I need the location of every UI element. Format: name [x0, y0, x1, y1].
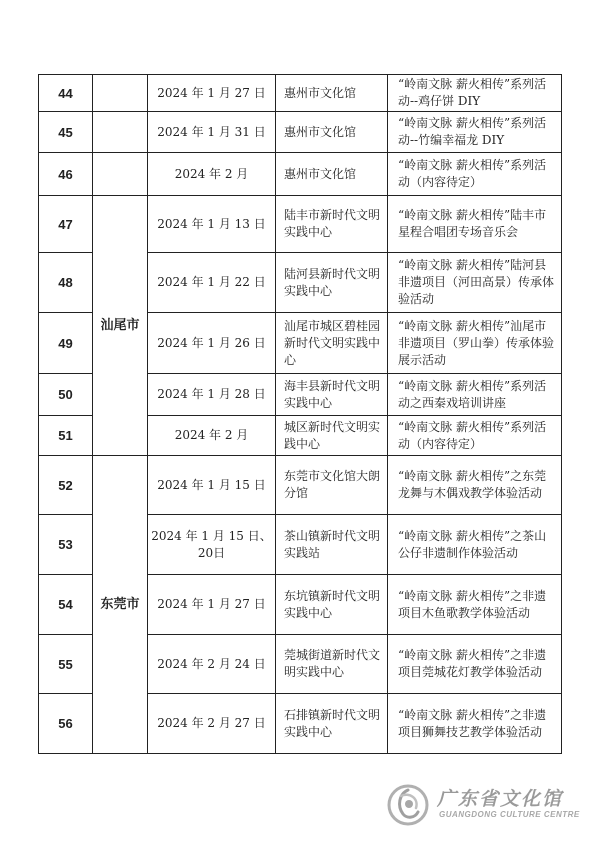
event-date: 2024 年 2 月	[148, 416, 276, 456]
row-number: 54	[39, 575, 93, 635]
event-date: 2024 年 1 月 22 日	[148, 253, 276, 313]
event-activity: “岭南文脉 薪火相传”系列活动（内容待定）	[388, 416, 562, 456]
row-number: 45	[39, 112, 93, 153]
row-number: 55	[39, 635, 93, 694]
event-date: 2024 年 2 月	[148, 153, 276, 196]
table-row	[39, 153, 562, 196]
event-date: 2024 年 1 月 28 日	[148, 374, 276, 416]
table-row	[39, 75, 562, 112]
event-date: 2024 年 1 月 26 日	[148, 313, 276, 374]
event-venue: 东莞市文化馆大朗分馆	[276, 456, 388, 515]
event-activity: “岭南文脉 薪火相传”之茶山公仔非遗制作体验活动	[388, 515, 562, 575]
city-cell-huizhou-continued	[93, 75, 148, 112]
event-date: 2024 年 1 月 15 日	[148, 456, 276, 515]
event-venue: 石排镇新时代文明实践中心	[276, 694, 388, 754]
event-venue: 茶山镇新时代文明实践站	[276, 515, 388, 575]
event-venue: 惠州市文化馆	[276, 112, 388, 153]
event-date: 2024 年 1 月 15 日、20日	[148, 515, 276, 575]
table-row	[39, 456, 562, 515]
culture-centre-logo	[385, 780, 585, 830]
event-date: 2024 年 1 月 31 日	[148, 112, 276, 153]
event-date: 2024 年 1 月 13 日	[148, 196, 276, 253]
city-cell-empty	[93, 153, 148, 196]
event-venue: 惠州市文化馆	[276, 75, 388, 112]
event-activity: “岭南文脉 薪火相传”之非遗项目木鱼歌教学体验活动	[388, 575, 562, 635]
culture-centre-logo-icon	[385, 782, 431, 828]
event-venue: 汕尾市城区碧桂园新时代文明实践中心	[276, 313, 388, 374]
event-date: 2024 年 1 月 27 日	[148, 75, 276, 112]
table-row	[39, 196, 562, 253]
city-cell-empty	[93, 112, 148, 153]
city-cell-dongguan: 东莞市	[93, 456, 148, 754]
event-activity: “岭南文脉 薪火相传”之东莞龙舞与木偶戏教学体验活动	[388, 456, 562, 515]
logo-chinese-name: 广东省文化馆	[437, 788, 564, 810]
event-activity: “岭南文脉 薪火相传”之非遗项目莞城花灯教学体验活动	[388, 635, 562, 694]
event-venue: 陆丰市新时代文明实践中心	[276, 196, 388, 253]
event-date: 2024 年 2 月 27 日	[148, 694, 276, 754]
row-number: 53	[39, 515, 93, 575]
event-activity: “岭南文脉 薪火相传”汕尾市非遗项目（罗山拳）传承体验展示活动	[388, 313, 562, 374]
row-number: 49	[39, 313, 93, 374]
event-venue: 陆河县新时代文明实践中心	[276, 253, 388, 313]
table-row	[39, 112, 562, 153]
event-activity: “岭南文脉 薪火相传”之非遗项目狮舞技艺教学体验活动	[388, 694, 562, 754]
event-venue: 东坑镇新时代文明实践中心	[276, 575, 388, 635]
logo-english-name: GUANGDONG CULTURE CENTRE	[439, 810, 580, 819]
event-schedule-table	[38, 74, 562, 754]
row-number: 48	[39, 253, 93, 313]
event-activity: “岭南文脉 薪火相传”系列活动之西秦戏培训讲座	[388, 374, 562, 416]
event-activity: “岭南文脉 薪火相传”系列活动--鸡仔饼 DIY	[388, 75, 562, 112]
city-cell-shanwei: 汕尾市	[93, 196, 148, 456]
event-date: 2024 年 2 月 24 日	[148, 635, 276, 694]
event-venue: 海丰县新时代文明实践中心	[276, 374, 388, 416]
event-venue: 莞城街道新时代文明实践中心	[276, 635, 388, 694]
event-date: 2024 年 1 月 27 日	[148, 575, 276, 635]
event-venue: 惠州市文化馆	[276, 153, 388, 196]
event-activity: “岭南文脉 薪火相传”系列活动--竹编幸福龙 DIY	[388, 112, 562, 153]
event-activity: “岭南文脉 薪火相传”陆河县非遗项目（河田高景）传承体验活动	[388, 253, 562, 313]
row-number: 56	[39, 694, 93, 754]
row-number: 51	[39, 416, 93, 456]
row-number: 44	[39, 75, 93, 112]
row-number: 46	[39, 153, 93, 196]
row-number: 47	[39, 196, 93, 253]
event-activity: “岭南文脉 薪火相传”陆丰市星程合唱团专场音乐会	[388, 196, 562, 253]
row-number: 50	[39, 374, 93, 416]
row-number: 52	[39, 456, 93, 515]
event-venue: 城区新时代文明实践中心	[276, 416, 388, 456]
event-activity: “岭南文脉 薪火相传”系列活动（内容待定）	[388, 153, 562, 196]
